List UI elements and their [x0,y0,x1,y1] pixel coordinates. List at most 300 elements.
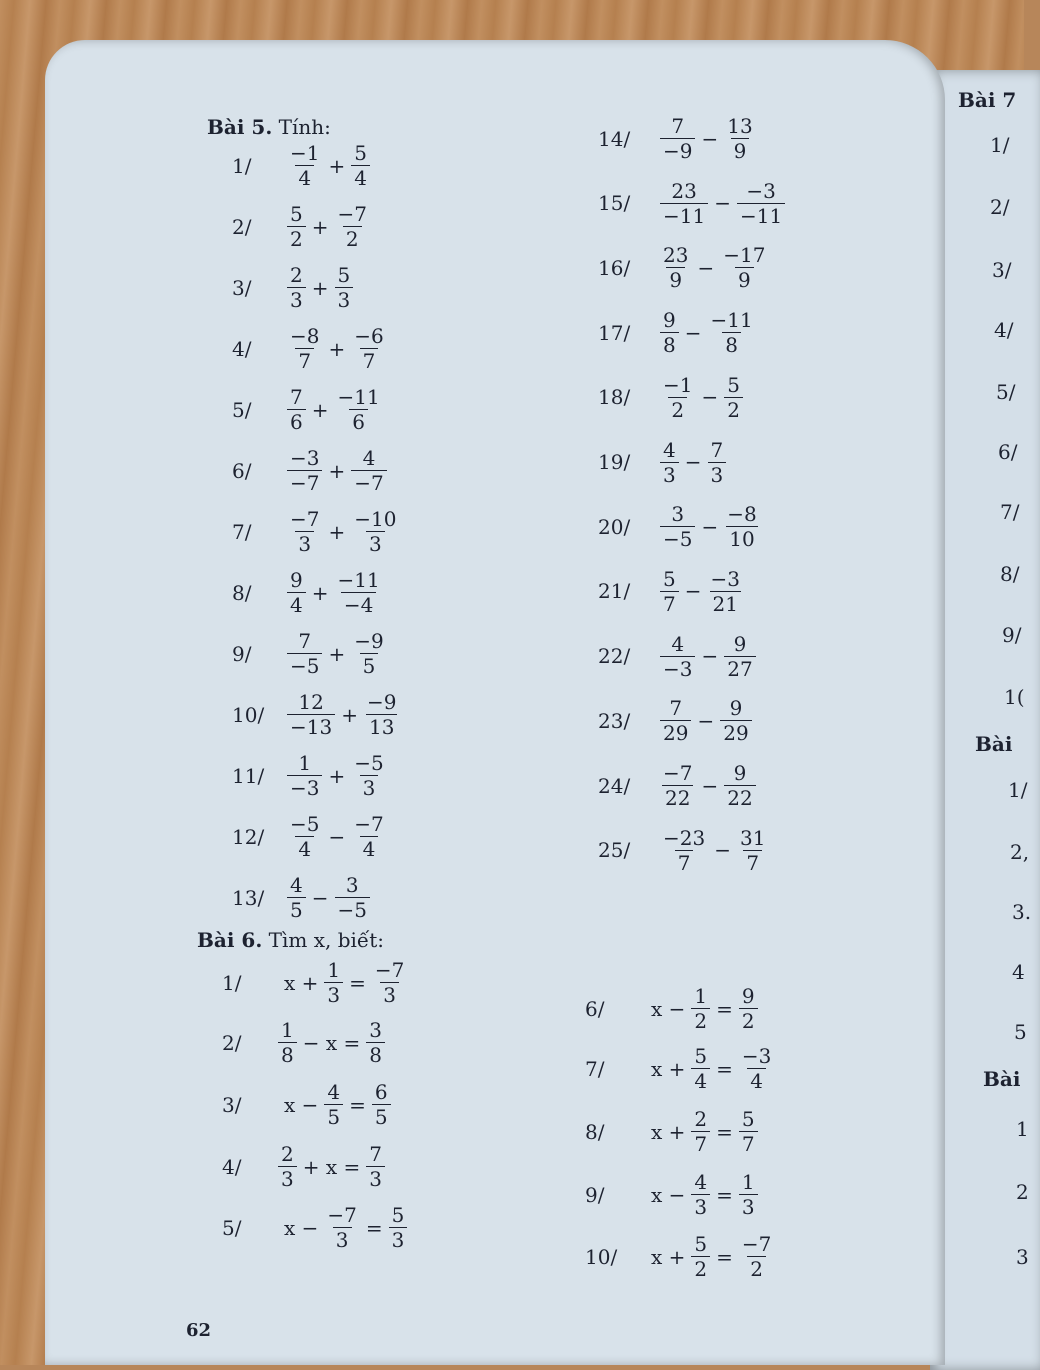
bai5-problem [598,826,768,875]
operator: + [311,214,329,239]
denominator: 7 [739,1131,758,1156]
operator: − [714,191,731,216]
fraction-a [287,324,322,373]
right-page-label: 7/ [1000,500,1020,524]
bai5-problem [232,812,387,861]
numerator: 4 [694,1170,708,1194]
bai5-problem [598,632,756,681]
fraction-b [724,114,755,163]
problem-number: 6/ [232,458,252,483]
bai5-problem [598,696,752,745]
fraction [372,1080,391,1129]
numerator: −7 [741,1232,772,1256]
problem-number: 4/ [232,336,252,361]
operator: = [716,1119,733,1144]
bai5-problem [232,324,387,373]
problem-number: 6/ [585,996,605,1021]
fraction-b [335,385,383,434]
denominator: 5 [287,897,306,922]
problem-number: 10/ [232,702,265,727]
bai6-problem [585,1232,774,1281]
numerator: −7 [374,958,405,982]
fraction [324,1080,343,1129]
numerator: 2 [290,263,303,287]
problem-number: 14/ [598,126,631,151]
fraction-a [660,502,695,551]
denominator: 3 [360,775,379,800]
right-page-label: 3 [1016,1245,1029,1269]
numerator: −7 [354,812,384,836]
numerator: 9 [663,308,676,333]
denominator: 3 [739,1194,758,1219]
bai5-title-bold: Bài 5. [207,115,273,139]
numerator: −7 [290,507,320,531]
denominator: 13 [366,714,397,739]
numerator: 7 [671,114,685,138]
right-page-label: 6/ [998,440,1018,464]
denominator: 5 [324,1104,343,1129]
numerator: 7 [290,385,303,409]
numerator: 6 [374,1080,388,1104]
fraction-b [351,324,386,373]
bai5-problem [232,202,370,251]
operator: − [701,385,719,410]
fraction-a [660,114,695,163]
problem-number: 9/ [232,641,252,666]
fraction-a [660,438,679,487]
bai6-heading [197,928,384,952]
problem-number: 8/ [232,580,252,605]
problem-number: 7/ [585,1056,605,1081]
denominator: 3 [295,531,314,556]
operator: − [701,514,719,539]
numerator: 1 [694,984,708,1008]
denominator: 9 [666,267,685,292]
numerator: 3 [345,873,359,897]
bai5-problem [232,629,387,678]
numerator: −7 [337,202,367,226]
right-page-heading-mid: Bài [975,732,1013,756]
numerator: 12 [298,690,324,714]
fraction-a [287,873,306,922]
denominator: 3 [708,462,727,487]
fraction-b [737,826,768,875]
numerator: −1 [663,372,693,397]
numerator: 9 [729,696,743,721]
numerator: 3 [671,502,685,527]
numerator: 4 [671,631,685,656]
fraction-a [287,629,322,678]
fraction-a [660,761,695,810]
problem-number: 19/ [598,450,631,474]
right-page-label: 9/ [1002,623,1022,647]
bai6-problem [585,984,758,1033]
denominator: 8 [722,332,741,357]
numerator: 1 [281,1018,294,1042]
fraction-b [708,308,756,357]
denominator: −11 [660,203,708,228]
fraction-a [660,567,679,616]
denominator: 3 [660,462,679,487]
fraction-b [724,632,755,681]
fraction [739,984,758,1033]
right-page-label: 1/ [1008,778,1028,802]
numerator: −17 [723,243,766,268]
numerator: 5 [694,1044,708,1068]
problem-number: 5/ [222,1215,242,1240]
fraction-a [660,696,691,745]
fraction-a [287,507,322,556]
operator: + [311,397,329,422]
numerator: 1 [327,958,341,982]
operator: − [697,708,715,733]
operator: − [328,824,346,849]
fraction-b [708,567,743,616]
denominator: 3 [366,531,385,556]
bai5-problem [598,567,743,616]
fraction-a [287,690,335,739]
numerator: 5 [694,1232,708,1256]
numerator: 5 [391,1203,405,1227]
numerator: −8 [290,324,320,348]
denominator: 7 [295,348,314,373]
fraction-b [335,263,354,312]
numerator: −11 [337,385,380,409]
operator: + [328,336,346,361]
operator: = [716,1244,733,1269]
operator: − x = [302,1030,361,1055]
fraction-a [287,202,306,251]
fraction [278,1018,297,1067]
operator: − [701,773,719,798]
operator: = [349,970,366,995]
bai5-title-text: Tính: [272,115,331,139]
problem-number: 7/ [232,519,252,544]
right-page-label: 4/ [994,318,1014,342]
denominator: 3 [287,287,306,312]
numerator: −9 [366,690,397,714]
numerator: 5 [741,1107,755,1131]
numerator: 9 [741,984,755,1008]
numerator: 2 [694,1107,708,1131]
denominator: 7 [743,850,762,875]
numerator: −10 [354,507,397,531]
operator: − [701,644,719,669]
operator: − [684,579,702,604]
right-page-label: 1( [1004,685,1025,709]
problem-number: 1/ [222,970,242,995]
operator: − [714,838,731,863]
denominator: 4 [691,1068,710,1093]
fraction [389,1203,408,1252]
bai5-problem [232,141,370,190]
fraction [691,984,710,1033]
denominator: 22 [662,785,693,810]
denominator: 3 [333,1227,352,1252]
denominator: −9 [660,138,695,163]
right-page-label: 3/ [992,258,1012,282]
denominator: 3 [335,287,354,312]
denominator: 5 [372,1104,391,1129]
bai6-problem [585,1044,774,1093]
operator: − [684,450,702,474]
numerator: −9 [354,629,384,653]
denominator: 2 [691,1008,710,1033]
fraction-b [351,629,386,678]
denominator: 4 [351,165,370,190]
fraction [324,1203,359,1252]
numerator: −3 [746,178,776,203]
problem-number: 4/ [222,1154,242,1179]
fraction-b [351,446,386,495]
numerator: −11 [710,308,753,333]
bai5-heading [207,115,331,139]
denominator: 21 [710,591,741,616]
operator: + [328,763,346,788]
bai5-problem [232,446,387,495]
fraction-b [351,751,386,800]
problem-number: 24/ [598,773,631,798]
problem-number: 2/ [222,1030,242,1055]
numerator: 23 [663,243,689,268]
denominator: 4 [747,1068,766,1093]
denominator: 4 [360,836,379,861]
numerator: 5 [663,566,676,591]
bai6-problem [585,1107,758,1156]
numerator: −7 [327,1203,357,1227]
bai6-problem [222,1080,391,1129]
fraction [691,1107,710,1156]
operator: x + [651,1119,686,1144]
operator: + [328,153,346,178]
numerator: 7 [669,696,683,721]
operator: + [311,275,329,300]
bai5-problem [598,373,743,422]
problem-number: 11/ [232,763,265,788]
numerator: −8 [727,502,757,527]
operator: = [349,1092,366,1117]
fraction-a [287,812,322,861]
denominator: 8 [278,1042,297,1067]
denominator: 6 [287,409,306,434]
denominator: 22 [724,785,755,810]
fraction-a [660,243,691,292]
numerator: 7 [710,437,724,462]
bai5-problem [598,761,756,810]
denominator: 3 [366,1166,385,1191]
denominator: −5 [335,897,370,922]
right-page-label: 3. [1012,900,1032,924]
bai5-problem [232,263,353,312]
denominator: 2 [691,1256,710,1281]
fraction [366,1018,385,1067]
problem-number: 12/ [232,824,265,849]
denominator: 29 [660,720,691,745]
problem-number: 3/ [232,275,252,300]
fraction [691,1044,710,1093]
problem-number: 22/ [598,644,631,669]
problem-number: 8/ [585,1119,605,1144]
operator: = [716,1056,733,1081]
operator: x + [651,1056,686,1081]
bai6-problem [222,1018,385,1067]
denominator: 7 [691,1131,710,1156]
denominator: −13 [287,714,335,739]
right-page [930,70,1040,1370]
problem-number: 9/ [585,1182,605,1207]
fraction-b [335,568,383,617]
bai5-problem [598,114,756,163]
numerator: 5 [354,141,367,165]
denominator: 7 [675,850,694,875]
bai6-problem [222,1142,385,1191]
bai6-problem [222,958,407,1007]
problem-number: 16/ [598,255,631,280]
denominator: 2 [747,1256,766,1281]
fraction [691,1170,710,1219]
problem-number: 21/ [598,579,631,604]
fraction-a [287,751,322,800]
bai6-title-text: Tìm x, biết: [262,928,385,952]
numerator: −3 [710,566,740,591]
fraction-b [724,373,743,422]
numerator: 7 [369,1142,382,1166]
bai5-problem [232,507,399,556]
numerator: 4 [362,446,376,470]
problem-number: 18/ [598,385,631,410]
denominator: 27 [724,656,755,681]
bai5-problem [598,502,760,551]
numerator: 4 [327,1080,341,1104]
bai5-problem [232,873,370,922]
operator: + [328,519,346,544]
operator: x + [284,970,319,995]
right-page-label: 4 [1012,960,1025,984]
fraction [366,1142,385,1191]
operator: = [716,996,733,1021]
fraction-b [720,243,768,292]
right-page-label: 1/ [990,133,1010,157]
fraction-a [660,826,708,875]
fraction [739,1107,758,1156]
problem-number: 13/ [232,885,265,910]
numerator: 5 [727,372,740,397]
numerator: 31 [739,825,766,850]
bai5-problem [232,385,383,434]
operator: − [701,126,719,151]
operator: + [328,641,346,666]
fraction-b [335,202,370,251]
denominator: 3 [691,1194,710,1219]
numerator: 4 [663,437,676,462]
fraction [739,1170,758,1219]
numerator: 7 [298,629,312,653]
left-page [45,40,945,1365]
fraction-a [287,446,322,495]
denominator: 9 [735,267,754,292]
operator: = [365,1215,383,1240]
denominator: 2 [343,226,362,251]
operator: − [684,320,702,345]
numerator: −3 [290,446,320,470]
operator: + x = [302,1154,361,1179]
fraction [739,1232,774,1281]
problem-number: 25/ [598,838,631,863]
denominator: −3 [287,775,322,800]
bai6-problem [222,1203,407,1252]
bai6-problem [585,1170,758,1219]
problem-number: 20/ [598,514,631,539]
bai5-problem [232,568,383,617]
denominator: 7 [660,591,679,616]
problem-number: 2/ [232,214,252,239]
problem-number: 23/ [598,708,631,733]
fraction-a [287,141,322,190]
fraction-a [287,385,306,434]
numerator: −3 [741,1044,772,1068]
denominator: −7 [287,470,322,495]
denominator: 9 [731,138,750,163]
bai5-problem [232,751,387,800]
denominator: −11 [737,203,785,228]
fraction [739,1044,774,1093]
numerator: 23 [671,178,697,203]
operator: + [341,702,358,727]
denominator: 7 [360,348,379,373]
fraction [691,1232,710,1281]
fraction-b [351,141,370,190]
numerator: 4 [290,873,303,897]
operator: + [328,458,346,483]
problem-number: 17/ [598,320,631,345]
fraction-b [351,812,386,861]
denominator: 8 [366,1042,385,1067]
fraction-a [287,263,306,312]
fraction [372,958,407,1007]
bai5-problem [232,690,399,739]
numerator: 2 [281,1142,294,1166]
fraction-a [660,179,708,228]
fraction-b [708,438,727,487]
denominator: −7 [351,470,386,495]
problem-number: 15/ [598,191,631,216]
numerator: 1 [298,751,312,775]
denominator: 10 [726,526,757,551]
fraction-a [660,308,679,357]
operator: x − [651,996,686,1021]
fraction-b [351,507,399,556]
denominator: 4 [295,165,314,190]
right-page-label: 5/ [996,380,1016,404]
numerator: 9 [733,761,747,785]
numerator: 9 [733,631,747,656]
denominator: 3 [278,1166,297,1191]
right-page-label: 5 [1014,1020,1027,1044]
denominator: −5 [660,526,695,551]
bai5-problem [598,179,785,228]
operator: x − [651,1182,686,1207]
denominator: 4 [295,836,314,861]
operator: x − [284,1092,319,1117]
operator: x − [284,1215,319,1240]
denominator: 2 [668,397,687,422]
denominator: 5 [360,653,379,678]
numerator: −11 [337,568,380,592]
operator: + [311,580,329,605]
bai5-problem [598,243,768,292]
operator: = [716,1182,733,1207]
fraction-b [724,761,755,810]
